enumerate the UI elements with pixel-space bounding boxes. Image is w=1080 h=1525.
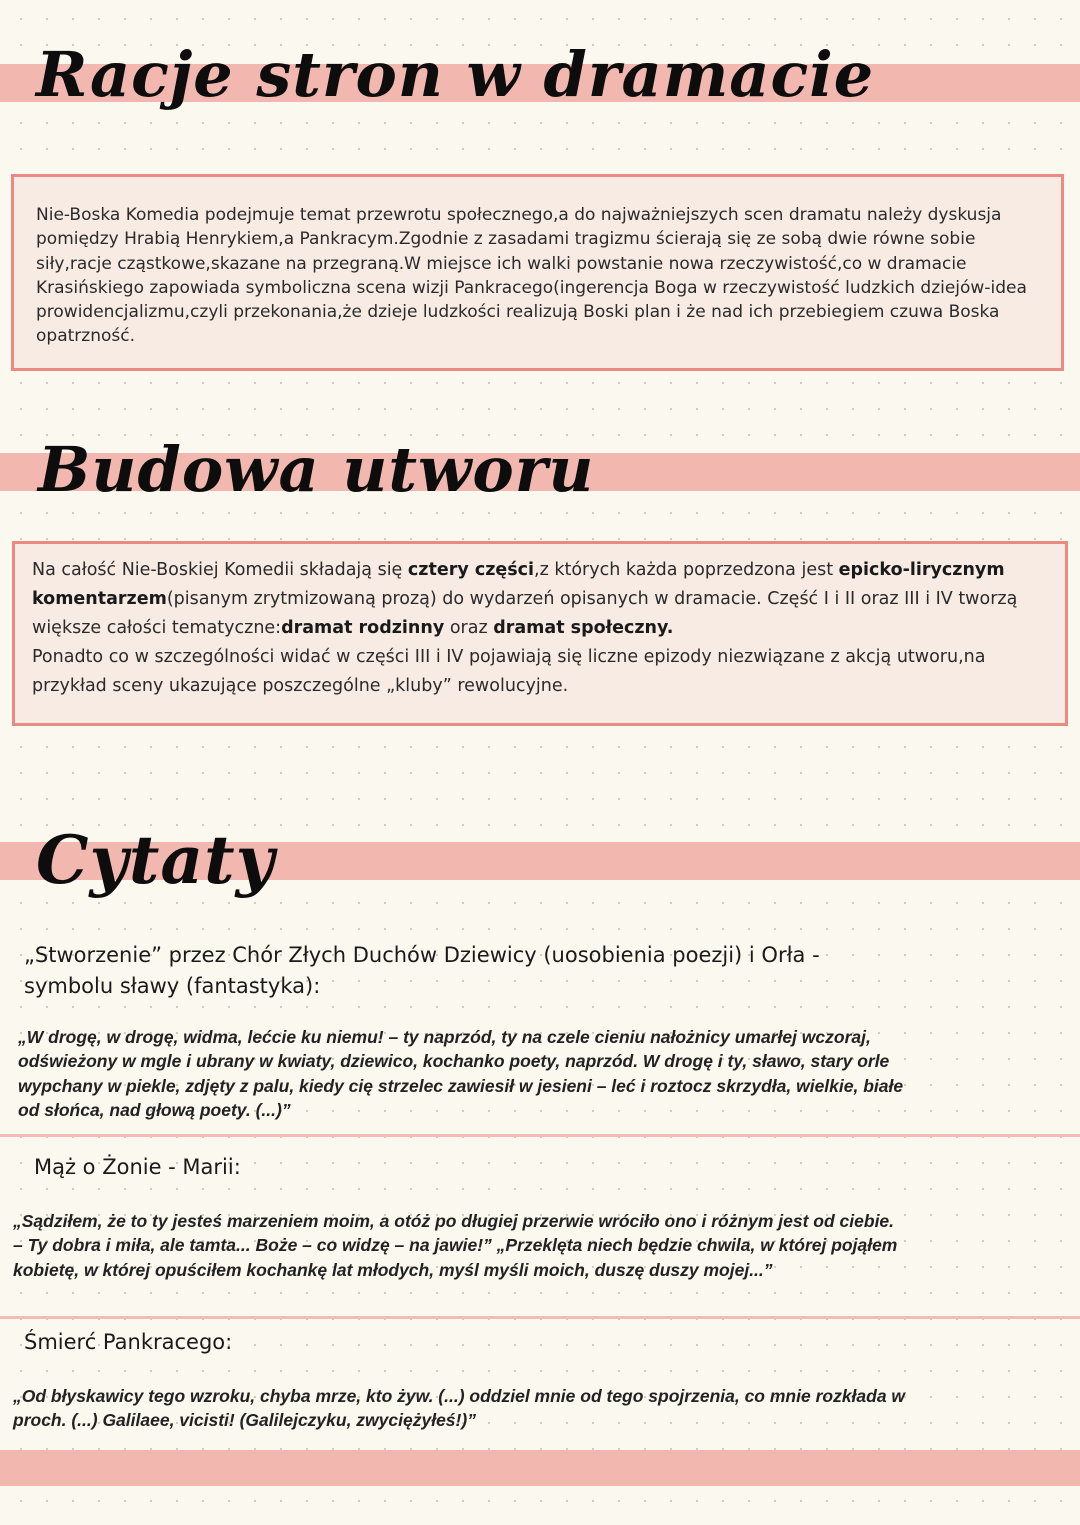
quote-3-intro: Śmierć Pankracego:	[24, 1330, 233, 1354]
racje-text-box	[11, 174, 1064, 371]
bottom-highlight-band	[0, 1450, 1080, 1486]
bold-text: dramat społeczny.	[493, 618, 674, 638]
text-run: (pisanym zrytmizowaną prozą) do wydarzeń opisanych w dramacie. Część I i II oraz III i IV tworzą większe całości tematyczne:	[32, 589, 1018, 638]
bold-text: dramat rodzinny	[281, 618, 445, 638]
budowa-paragraph-1	[32, 556, 1051, 643]
bold-text: epicko-lirycznym komentarzem	[32, 560, 1005, 609]
section-title-racje: Racje stron w dramacie	[36, 38, 875, 111]
divider-line	[0, 1316, 1080, 1319]
quote-2-intro: Mąż o Żonie - Marii:	[34, 1155, 241, 1179]
text-run: Na całość Nie-Boskiej Komedii składają się	[32, 560, 408, 580]
section-title-cytaty: Cytaty	[36, 821, 275, 899]
quote-3-text: „Od błyskawicy tego wzroku, chyba mrze, kto żyw. (...) oddziel mnie od tego spojrzenia, co mnie rozkłada w proch. (...) Galilaee, vicisti! (Galilejczyku, zwyciężyłeś!)”	[13, 1386, 906, 1431]
section-title-budowa: Budowa utworu	[38, 433, 595, 506]
text-run: ,z których każda poprzedzona jest	[534, 560, 839, 580]
quote-1-intro: „Stworzenie” przez Chór Złych Duchów Dziewicy (uosobienia poezji) i Orła - symbolu sławy (fantastyka):	[24, 943, 820, 998]
text-run: oraz	[444, 618, 494, 638]
bold-text: cztery części	[407, 560, 535, 580]
racje-paragraph: Nie-Boska Komedia podejmuje temat przewrotu społecznego,a do najważniejszych scen dramatu należy dyskusja pomiędzy Hrabią Henrykiem,a Pankracym.Zgodnie z zasadami tragizmu ścierają się ze sobą dwie równe sobie siły,racje cząstkowe,skazane na przegraną.W miejsce ich walki powstanie nowa rzeczywistość,co w dramacie Krasińskiego zapowiada symboliczna scena wizji Pankracego(ingerencja Boga w rzeczywistość ludzkich dziejów-idea prowidencjalizmu,czyli przekonania,że dzieje ludzkości realizują Boski plan i że nad ich przebiegiem czuwa Boska opatrzność.	[36, 205, 1027, 347]
quote-1-text: „W drogę, w drogę, widma, lećcie ku niemu! – ty naprzód, ty na czele cieniu nałożnicy umarłej wczoraj, odświeżony w mgle i ubrany w kwiaty, dziewico, kochanko poety, naprzód. W drogę i ty, sławo, stary orle wypchany w piekle, zdjęty z palu, kiedy cię strzelec zawiesił w jesieni – leć i roztocz skrzydła, wielkie, białe od słońca, nad głową poety. (...)”	[18, 1027, 904, 1121]
divider-line	[0, 1134, 1080, 1137]
quote-2-text: „Sądziłem, że to ty jesteś marzeniem moim, a otóż po długiej przerwie wróciło ono i różnym jest od ciebie. – Ty dobra i miła, ale tamta... Boże – co widzę – na jawie!” „Przeklęta niech będzie chwila, w której pojąłem kobietę, w której opuściłem kochankę lat młodych, myśl myśli moich, duszę duszy mojej...”	[13, 1211, 898, 1280]
budowa-text-box	[12, 541, 1068, 726]
budowa-paragraph-2: Ponadto co w szczególności widać w części III i IV pojawiają się liczne epizody niezwiązane z akcją utworu,na przykład sceny ukazujące poszczególne „kluby” rewolucyjne.	[32, 647, 986, 696]
